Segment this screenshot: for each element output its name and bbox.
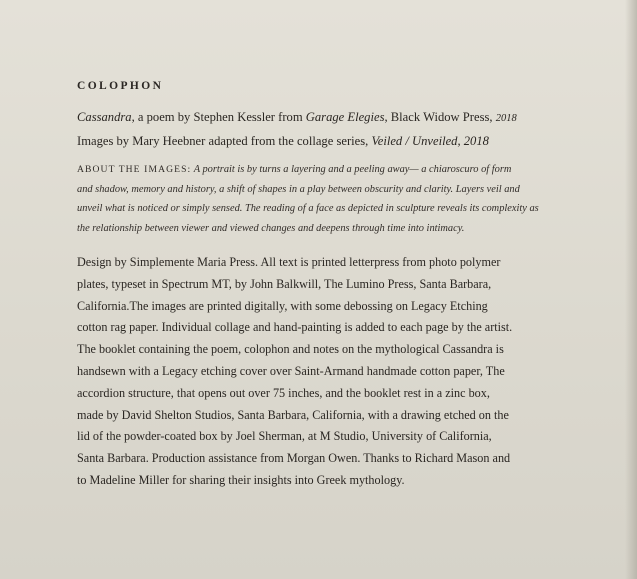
about-line-2: and shadow, memory and history, a shift of shapes in a play between obscurity and clarity. Layers veil and — [77, 183, 520, 195]
about-line-3: unveil what is noticed or simply sensed. The reading of a face as depicted in sculpture reveals its complexity as — [77, 203, 539, 214]
poem-credit-line — [77, 106, 597, 130]
page-edge-shadow — [625, 0, 637, 579]
body-line: handsewn with a Legacy etching cover over Saint-Armand handmade cotton paper, The — [77, 363, 505, 378]
images-credit-text: Images by Mary Heebner adapted from the collage series, — [77, 134, 372, 148]
about-line-4: the relationship between viewer and viewed changes and deepens through time into intimacy. — [77, 222, 465, 234]
series-title: Veiled / Unveiled, 2018 — [371, 134, 489, 148]
book-title: Garage Elegies — [305, 110, 385, 124]
body-line: accordion structure, that opens out over 75 inches, and the booklet rest in a zinc box, — [77, 385, 490, 400]
body-line: California.The images are printed digitally, with some debossing on Legacy Etching — [77, 298, 488, 313]
poem-credit-text: , a poem by Stephen Kessler from — [131, 110, 306, 124]
body-line: The booklet containing the poem, colophon and notes on the mythological Cassandra is — [77, 342, 504, 357]
about-lead: ABOUT THE IMAGES: — [77, 164, 192, 175]
production-notes — [77, 252, 597, 492]
poem-year: 2018 — [495, 113, 517, 124]
body-line: made by David Shelton Studios, Santa Barbara, California, with a drawing etched on the — [77, 407, 509, 422]
body-line: lid of the powder-coated box by Joel Sherman, at M Studio, University of California, — [77, 429, 492, 444]
body-line: to Madeline Miller for sharing their insights into Greek mythology. — [77, 472, 405, 487]
colophon-heading: COLOPHON — [77, 80, 164, 92]
body-line: Design by Simplemente Maria Press. All text is printed letterpress from photo polymer — [77, 255, 501, 269]
about-line-1 — [77, 160, 577, 180]
body-line: plates, typeset in Spectrum MT, by John Balkwill, The Lumino Press, Santa Barbara, — [77, 276, 492, 291]
body-line: Santa Barbara. Production assistance from Morgan Owen. Thanks to Richard Mason and — [77, 451, 511, 466]
about-text-1: A portrait is by turns a layering and a peeling away— a chiaroscuro of form — [191, 164, 512, 175]
body-line: cotton rag paper. Individual collage and hand-painting is added to each page by the artist. — [77, 320, 513, 335]
images-credit-line — [77, 130, 597, 152]
credits-block — [77, 106, 597, 152]
poem-title: Cassandra — [77, 110, 132, 124]
publisher-text: , Black Widow Press, — [384, 110, 496, 124]
about-the-images — [77, 160, 577, 238]
